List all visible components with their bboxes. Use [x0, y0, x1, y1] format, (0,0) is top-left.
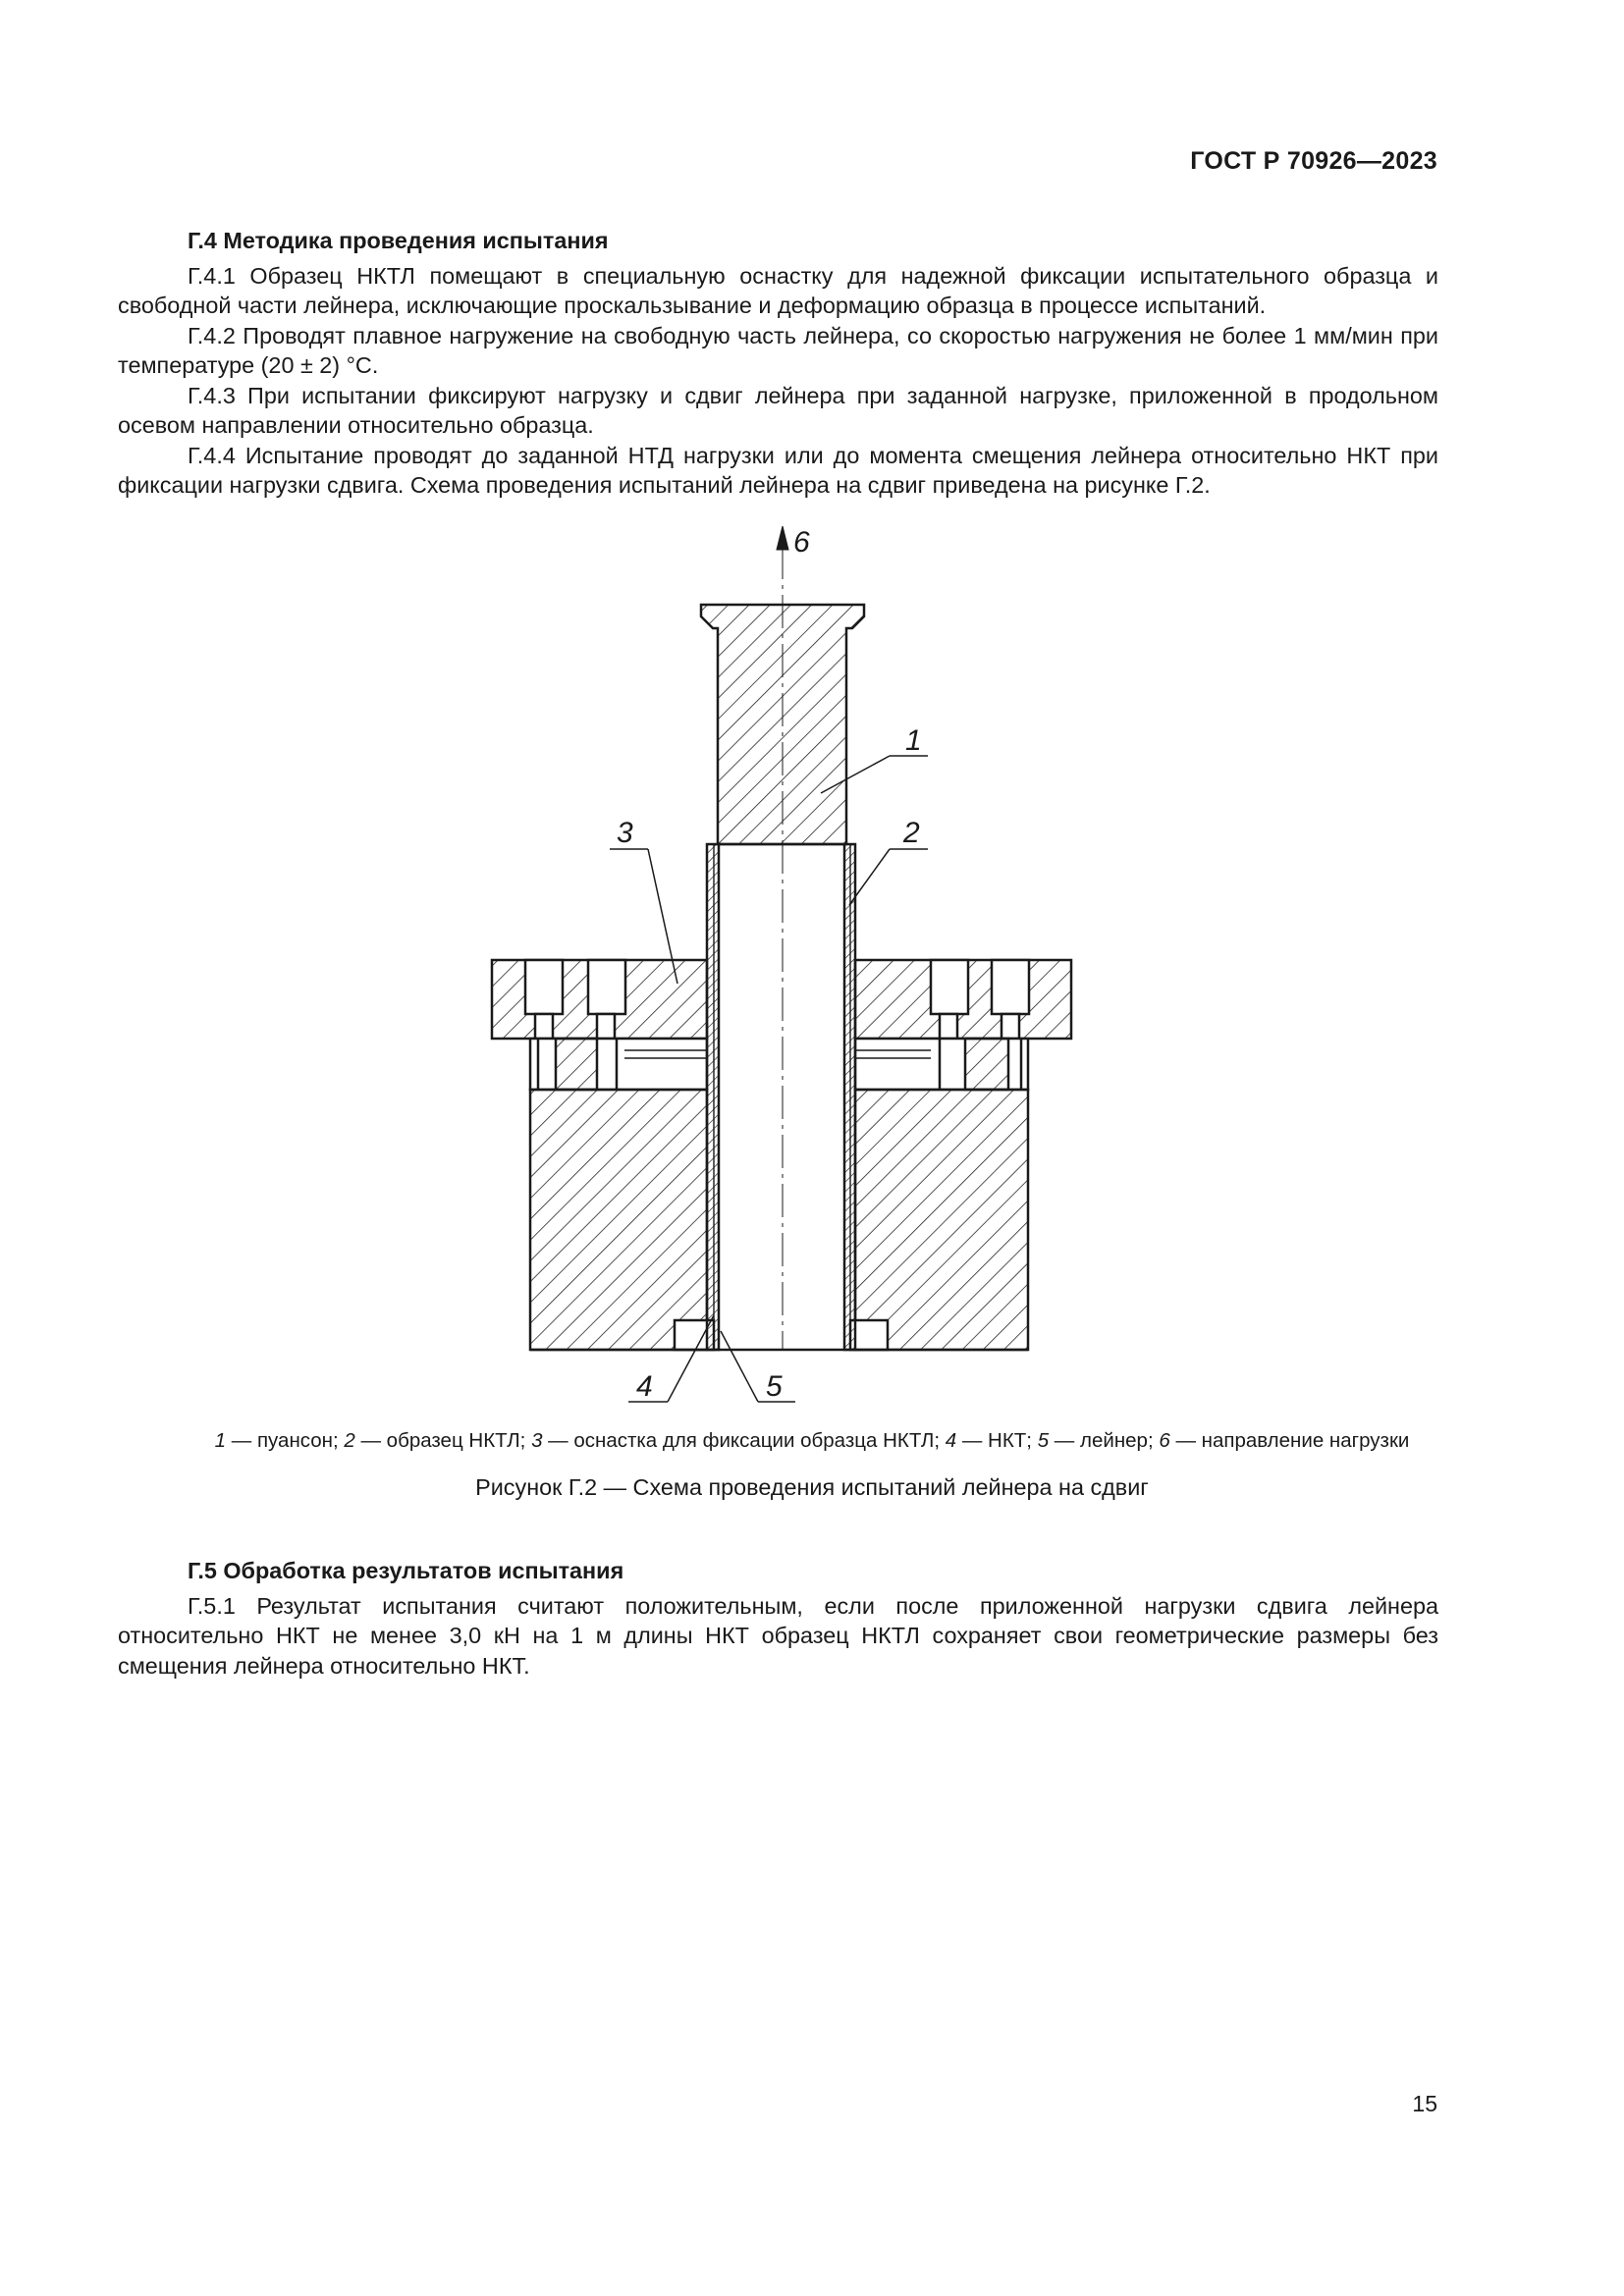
figure-legend	[0, 1429, 1624, 1453]
legend-number: 2	[344, 1429, 355, 1452]
page-number: 15	[1412, 2091, 1437, 2116]
shear-test-diagram	[0, 520, 1624, 1403]
spacer-block	[556, 1039, 597, 1090]
bolt-hole	[588, 960, 625, 1014]
legend-text: — пуансон;	[226, 1429, 345, 1452]
punch	[701, 605, 864, 844]
bolt-hole	[525, 960, 563, 1014]
paragraph-g4-3: Г.4.3 При испытании фиксируют нагрузку и сдвиг лейнера при заданной нагрузке, приложенной в продольном осевом направлении относительно образца.	[118, 382, 1438, 438]
paragraph-g4-1: Г.4.1 Образец НКТЛ помещают в специальную оснастку для надежной фиксации испытательного образца и свободной части лейнера, исключающие проскальзывание и деформацию образца в процессе испытаний.	[118, 262, 1438, 318]
fixture-body-right	[855, 1090, 1028, 1350]
section-heading: Г.5 Обработка результатов испытания	[188, 1558, 624, 1583]
legend-text: — НКТ;	[956, 1429, 1038, 1452]
legend-number: 3	[531, 1429, 543, 1452]
callout-label: 2	[903, 817, 920, 849]
legend-text: — образец НКТЛ;	[354, 1429, 532, 1452]
sample-wall-left	[707, 844, 719, 1350]
callout-label: 1	[905, 724, 922, 757]
legend-number: 6	[1159, 1429, 1170, 1452]
callout-label: 5	[766, 1370, 783, 1403]
bolt-hole	[931, 960, 968, 1014]
load-direction-arrow	[777, 526, 788, 550]
paragraph-g4-4: Г.4.4 Испытание проводят до заданной НТД нагрузки или до момента смещения лейнера относительно НКТ при фиксации нагрузки сдвига. Схема проведения испытаний лейнера на сдвиг приведена на рисунке Г.2.	[118, 442, 1438, 498]
bolt-hole	[535, 1014, 553, 1039]
legend-number: 1	[214, 1429, 227, 1452]
section-g5	[118, 1556, 1438, 1681]
paragraph-g5-1: Г.5.1 Результат испытания считают положительным, если после приложенной нагрузки сдвига лейнера относительно НКТ не менее 3,0 кН на 1 м длины НКТ образец НКТЛ сохраняет свои геометрические размеры без смещения лейнера относительно НКТ.	[118, 1592, 1438, 1679]
callout-label: 6	[793, 526, 810, 559]
legend-text: — оснастка для фиксации образца НКТЛ;	[542, 1429, 946, 1452]
figure-caption: Рисунок Г.2 — Схема проведения испытаний лейнера на сдвиг	[475, 1474, 1149, 1500]
callout-label: 3	[617, 817, 633, 849]
legend-number: 4	[945, 1429, 957, 1452]
bolt-hole	[940, 1014, 957, 1039]
section-g4	[118, 226, 1438, 501]
legend-text: — направление нагрузки	[1169, 1429, 1410, 1452]
spacer-block	[965, 1039, 1008, 1090]
document-standard-number: ГОСТ Р 70926—2023	[1190, 147, 1437, 175]
section-heading: Г.4 Методика проведения испытания	[188, 228, 609, 253]
fixture-body-left	[530, 1090, 707, 1350]
legend-number: 5	[1037, 1429, 1050, 1452]
leader-line-5	[721, 1331, 758, 1402]
bolt-hole	[992, 960, 1029, 1014]
paragraph-g4-2: Г.4.2 Проводят плавное нагружение на свободную часть лейнера, со скоростью нагружения не более 1 мм/мин при температуре (20 ± 2) °С.	[118, 322, 1438, 378]
bolt-hole	[1001, 1014, 1019, 1039]
bolt-hole	[597, 1014, 615, 1039]
legend-text: — лейнер;	[1049, 1429, 1160, 1452]
callout-label: 4	[636, 1370, 653, 1403]
